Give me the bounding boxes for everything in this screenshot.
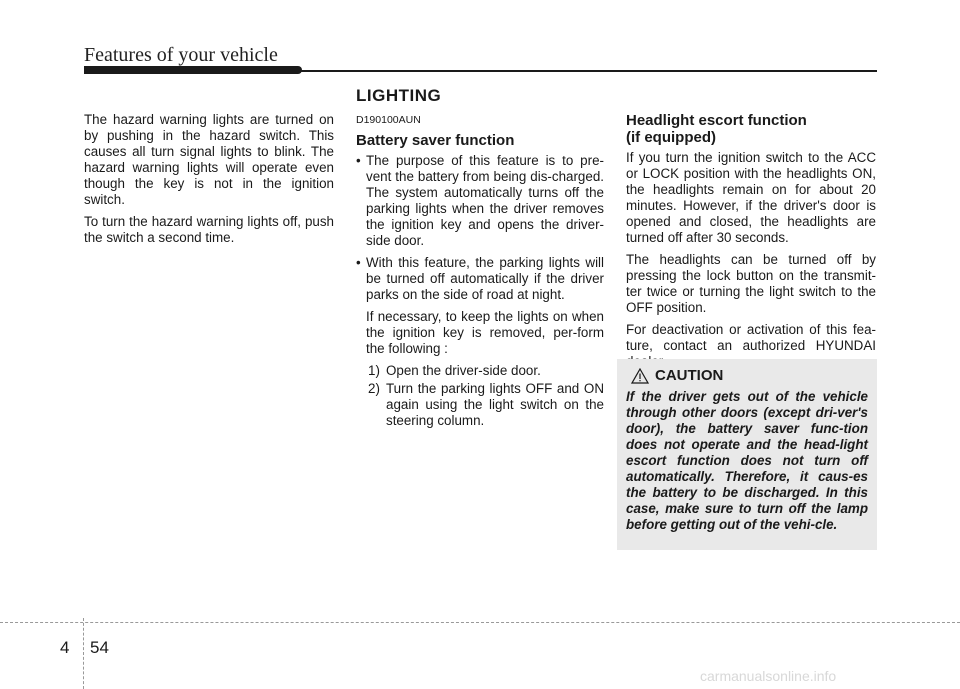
hazard-paragraph-2: To turn the hazard warning lights off, push the switch a second time. <box>84 214 334 245</box>
caution-text: If the driver gets out of the vehicle through other doors (except dri-ver's door), the battery saver func-tion does not operate and the head-light escort function does not turn off automatically. Therefore, it caus-es the battery to be discharged. In this case, make sure to turn off the lamp before getting out of the vehi-cle. <box>626 389 868 532</box>
header-rule-thin <box>300 70 877 72</box>
sub-paragraph: If necessary, to keep the lights on when the ignition key is removed, per-form the following : <box>366 309 604 356</box>
page-number: 54 <box>90 638 109 657</box>
headlight-escort-heading <box>626 112 876 146</box>
watermark: carmanualsonline.info <box>700 668 837 684</box>
column-hazard <box>84 112 334 252</box>
step-item <box>356 363 604 379</box>
header-rule-thick <box>84 66 302 74</box>
footer-rule <box>0 622 960 623</box>
step-text: Open the driver-side door. <box>386 363 541 378</box>
caution-label: CAUTION <box>655 367 724 384</box>
column-headlight-escort <box>626 112 876 376</box>
heading-line-1: Headlight escort function <box>626 112 807 129</box>
step-number: 1) <box>368 363 380 378</box>
header-title: Features of your vehicle <box>84 44 278 66</box>
bullet-dot-icon: • <box>356 255 361 270</box>
step-item <box>356 381 604 429</box>
hazard-paragraph-1: The hazard warning lights are turned on by pushing in the hazard switch. This causes all turn signal lights to blink. The hazard warning lights will operate even though the key is not in the ignition switch. <box>84 112 334 207</box>
step-text: Turn the parking lights OFF and ON again using the light switch on the steering column. <box>386 381 604 428</box>
section-title: LIGHTING <box>356 86 442 105</box>
escort-paragraph-1: If you turn the ignition switch to the ACC or LOCK position with the headlights ON, the headlights remain on for about 20 minutes. However, if the driver's door is opened and closed, the headlights are turned off after 30 seconds. <box>626 150 876 245</box>
escort-paragraph-3: For deactivation or activation of this fea-ture, contact an authorized HYUNDAI <box>626 322 876 353</box>
bullet-text: With this feature, the parking lights will be turned off automatically if the driver parks on the side of road at night. <box>366 255 604 302</box>
section-code: D190100AUN <box>356 114 421 126</box>
bullet-dot-icon: • <box>356 153 361 168</box>
column-battery-saver <box>356 112 604 431</box>
bullet-text: The purpose of this feature is to pre-vent the battery from being dis-charged. The system automatically turns off the parking lights when the driver removes the ignition key and opens the driver- side door. <box>366 153 604 248</box>
warning-triangle-icon <box>631 368 649 384</box>
footer-vertical-rule <box>83 618 84 689</box>
step-number: 2) <box>368 381 380 396</box>
heading-line-2: (if equipped) <box>626 129 716 146</box>
chapter-number: 4 <box>60 638 70 657</box>
caution-header <box>631 367 723 384</box>
battery-saver-heading: Battery saver function <box>356 132 515 149</box>
escort-paragraph-2: The headlights can be turned off by pressing the lock button on the transmit-ter twice or turning the light switch to the OFF position. <box>626 252 876 315</box>
caution-box <box>617 359 877 550</box>
bullet-item <box>356 255 604 303</box>
bullet-item <box>356 153 604 249</box>
